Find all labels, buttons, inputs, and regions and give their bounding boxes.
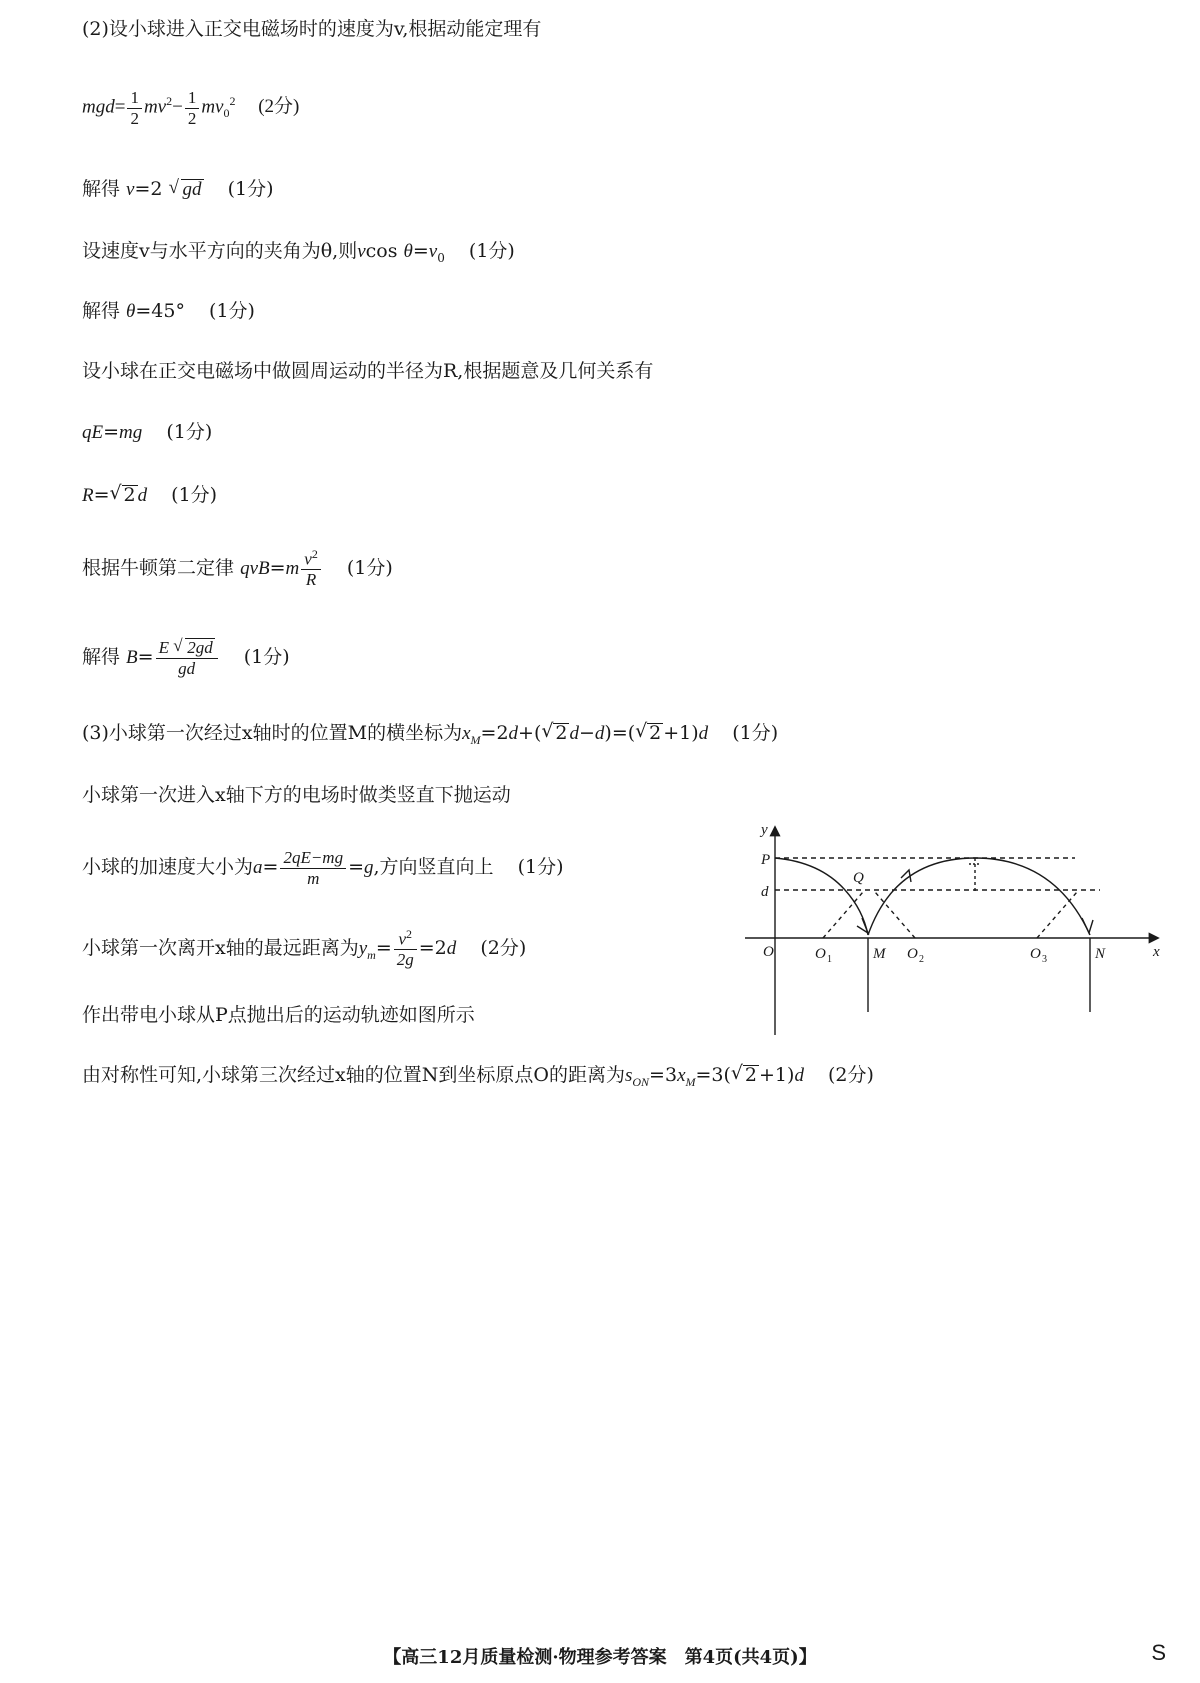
points-label: (1分): [209, 300, 255, 322]
equation-energy: mgd= $\frac{1}{2}$ $mv^2-$ $\frac{1}{2}$ $mv_0^2$ (2分): [82, 88, 300, 128]
points-label: (1分): [346, 556, 393, 579]
arrow-down-n: [1082, 918, 1093, 933]
equation-v: 解得 v=2 √ gd (1分): [82, 178, 274, 202]
text-line-12: 小球第一次进入x轴下方的电场时做类竖直下抛运动: [82, 784, 511, 806]
arrow-arc: [901, 870, 911, 882]
equation-xm: (3)小球第一次经过x轴时的位置M的横坐标为$x_M=2d+(√$ 2 d−d)=(√ 2 +1)d (1分): [82, 722, 778, 747]
equation-r: R=√ 2 d (1分): [82, 484, 217, 508]
text-line-6: 设小球在正交电磁场中做圆周运动的半径为R,根据题意及几何关系有: [82, 360, 654, 382]
points-label: (1分): [227, 178, 274, 200]
equation-b: 解得 B= $\frac{E √ 2gd}{gd}$ (1分): [82, 638, 290, 678]
svg-text:1: 1: [827, 954, 832, 965]
points-label: (1分): [166, 421, 213, 443]
svg-text:3: 3: [1042, 954, 1047, 965]
text-line-1: (2)设小球进入正交电磁场时的速度为v,根据动能定理有: [82, 18, 542, 40]
trajectory-diagram: [745, 820, 1165, 1050]
equation-ym: 小球第一次离开x轴的最远距离为$y_m=$ $\frac{v^2}{2g}$ =2d (2分): [82, 927, 527, 970]
radius-o1: [823, 892, 863, 938]
equation-son: 由对称性可知,小球第三次经过x轴的位置N到坐标原点O的距离为$s_{ON}=3x_M=3(√$ 2 +1)d (2分): [82, 1064, 874, 1089]
label-o: O: [763, 944, 774, 960]
label-m: M: [873, 946, 886, 962]
equation-angle: 设速度v与水平方向的夹角为θ,则vcos $\theta=v_0$ (1分): [82, 240, 515, 265]
radius-o2-left: [875, 892, 915, 938]
points-label: (1分): [468, 240, 515, 262]
equation-qe: qE=mg (1分): [82, 421, 213, 443]
circular-arc: [868, 858, 1090, 935]
label-o3: O: [1030, 946, 1041, 962]
points-label: (1分): [243, 646, 290, 669]
radius-o3-right: [1037, 892, 1077, 938]
equation-newton: 根据牛顿第二定律 qvB=m $\frac{v^2}{R}$ (1分): [82, 547, 393, 590]
footer-code: S: [1151, 1640, 1166, 1665]
points-label: (1分): [732, 722, 779, 744]
label-p: P: [761, 852, 771, 868]
equation-theta: 解得 θ=45° (1分): [82, 300, 255, 322]
label-o2: O: [907, 946, 918, 962]
points-label: (1分): [517, 856, 564, 879]
text-line-15: 作出带电小球从P点抛出后的运动轨迹如图所示: [82, 1004, 475, 1026]
label-q: Q: [853, 870, 864, 886]
equation-a: 小球的加速度大小为a= $\frac{2qE-mg}{m}$ =g,方向竖直向上 (1分): [82, 848, 564, 888]
label-y: y: [761, 822, 768, 838]
points-label: (2分): [480, 936, 527, 959]
label-n: N: [1095, 946, 1106, 962]
points-label: (2分): [827, 1064, 874, 1086]
points-label: (2分): [258, 96, 300, 118]
label-o1: O: [815, 946, 826, 962]
label-x: x: [1153, 944, 1160, 960]
page-footer: 【高三12月质量检测·物理参考答案 第4页(共4页)】: [383, 1647, 817, 1668]
arrow-down-m: [857, 918, 868, 933]
label-d: d: [761, 884, 769, 900]
svg-text:2: 2: [919, 954, 924, 965]
points-label: (1分): [171, 484, 218, 506]
